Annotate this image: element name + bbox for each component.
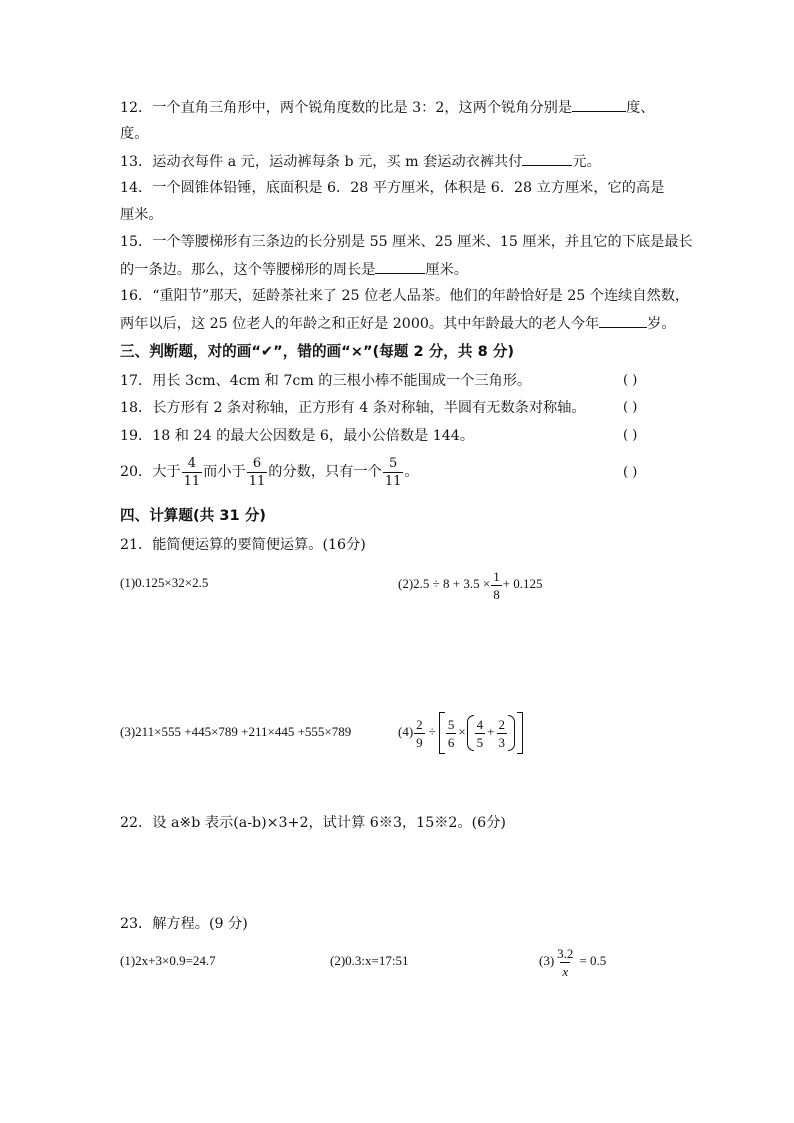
question-21-part-3: (3)211×555 +445×789 +211×445 +555×789 bbox=[120, 724, 352, 739]
question-13-text: 13．运动衣每件 a 元，运动裤每条 b 元，买 m 套运动衣裤共付 bbox=[120, 154, 523, 170]
question-20-text-4: 。 bbox=[404, 464, 419, 480]
question-20-answer-parens: ( ) bbox=[623, 465, 638, 480]
question-18-answer-parens: ( ) bbox=[623, 400, 638, 415]
question-17-answer-parens: ( ) bbox=[623, 373, 638, 388]
question-20-text-2: 而小于 bbox=[203, 464, 246, 480]
fraction: $\frac{5}{6}$ bbox=[447, 716, 455, 750]
expression-text: (3) bbox=[539, 953, 555, 968]
fraction: $\frac{1}{8}$ bbox=[493, 568, 500, 602]
question-23-part-3 bbox=[539, 942, 606, 980]
question-21-part-2 bbox=[398, 565, 543, 603]
expression-text: = 0.5 bbox=[579, 953, 607, 968]
question-23-part-1: (1)2x+3×0.9=24.7 bbox=[120, 953, 216, 968]
question-20-text: 20．大于 bbox=[120, 464, 181, 480]
question-12-unit-2: 度。 bbox=[120, 126, 149, 142]
question-23-title: 23．解方程。(9 分) bbox=[120, 916, 248, 932]
fraction: $\frac{2}{9}$ bbox=[416, 716, 423, 750]
answer-blank bbox=[599, 313, 647, 328]
question-18: 18．长方形有 2 条对称轴，正方形有 4 条对称轴，半圆有无数条对称轴。 bbox=[120, 400, 586, 416]
question-19: 19．18 和 24 的最大公因数是 6，最小公倍数是 144。 bbox=[120, 428, 475, 444]
question-13-unit: 元。 bbox=[572, 154, 601, 170]
section-3-heading: 三、判断题，对的画“✔”，错的画“×”(每题 2 分，共 8 分) bbox=[120, 343, 515, 360]
answer-blank bbox=[375, 259, 425, 274]
question-12-line-1 bbox=[120, 97, 654, 118]
expression-text: + 0.125 bbox=[502, 576, 543, 591]
expression-text: (4) bbox=[398, 724, 414, 739]
right-bracket-icon bbox=[517, 712, 523, 754]
question-21-part-1: (1)0.125×32×2.5 bbox=[120, 575, 209, 590]
question-16-line-2 bbox=[120, 313, 676, 334]
question-12-text: 12．一个直角三角形中，两个锐角度数的比是 3：2，这两个锐角分别是 bbox=[120, 100, 573, 116]
question-14-line-1 bbox=[120, 178, 664, 198]
question-16-text-2: 两年以后，这 25 位老人的年龄之和正好是 2000。其中年龄最大的老人今年 bbox=[120, 316, 600, 332]
question-12-line-2 bbox=[120, 124, 148, 144]
question-14-unit: 厘米。 bbox=[120, 207, 163, 223]
question-14-text: 14．一个圆锥体铅锤，底面积是 6．28 平方厘米，体积是 6．28 立方厘米，它的高是 bbox=[120, 180, 665, 196]
fraction: $\frac{2}{3}$ bbox=[498, 716, 505, 750]
fraction: $\frac{6}{11}$ bbox=[248, 455, 266, 489]
fraction: $\frac{4}{5}$ bbox=[476, 716, 484, 750]
question-21-part-4 bbox=[398, 710, 523, 754]
question-15-text-2: 的一条边。那么，这个等腰梯形的周长是 bbox=[120, 262, 376, 278]
question-20-text-3: 的分数，只有一个 bbox=[268, 464, 382, 480]
question-20 bbox=[120, 452, 419, 494]
fraction: $\frac{3.2}{x}$ bbox=[557, 945, 574, 979]
question-16-line-1 bbox=[120, 286, 689, 306]
answer-blank bbox=[572, 97, 626, 112]
left-paren-icon bbox=[467, 715, 474, 751]
left-bracket-icon bbox=[439, 712, 445, 754]
question-22: 22．设 a※b 表示(a-b)×3+2，试计算 6※3，15※2。(6分) bbox=[120, 815, 506, 831]
question-21-title: 21．能简便运算的要简便运算。(16分) bbox=[120, 537, 366, 553]
question-12-unit: 度、 bbox=[626, 100, 655, 116]
plus-sign: + bbox=[487, 724, 495, 739]
question-16-text: 16．“重阳节”那天，延龄茶社来了 25 位老人品茶。他们的年龄恰好是 25 个连续自然数， bbox=[120, 288, 690, 304]
question-14-line-2 bbox=[120, 205, 163, 225]
question-19-answer-parens: ( ) bbox=[623, 428, 638, 443]
fraction: $\frac{4}{11}$ bbox=[183, 455, 201, 489]
question-16-unit: 岁。 bbox=[647, 316, 676, 332]
multiplication-sign: × bbox=[458, 724, 466, 739]
answer-blank bbox=[522, 151, 572, 166]
question-15-line-2 bbox=[120, 259, 468, 280]
question-13 bbox=[120, 151, 601, 172]
section-4-heading: 四、计算题(共 31 分) bbox=[120, 507, 266, 524]
question-23-part-2: (2)0.3:x=17:51 bbox=[330, 953, 409, 968]
expression-text: (2)2.5 ÷ 8 + 3.5 × bbox=[398, 576, 491, 591]
question-17: 17．用长 3cm、4cm 和 7cm 的三根小棒不能围成一个三角形。 bbox=[120, 373, 532, 389]
right-paren-icon bbox=[508, 715, 515, 751]
question-15-text: 15．一个等腰梯形有三条边的长分别是 55 厘米、25 厘米、15 厘米，并且它的下底是最长 bbox=[120, 234, 693, 250]
fraction: $\frac{5}{11}$ bbox=[384, 455, 402, 489]
question-15-line-1 bbox=[120, 232, 693, 252]
question-15-unit: 厘米。 bbox=[425, 262, 468, 278]
division-sign: ÷ bbox=[428, 724, 436, 739]
